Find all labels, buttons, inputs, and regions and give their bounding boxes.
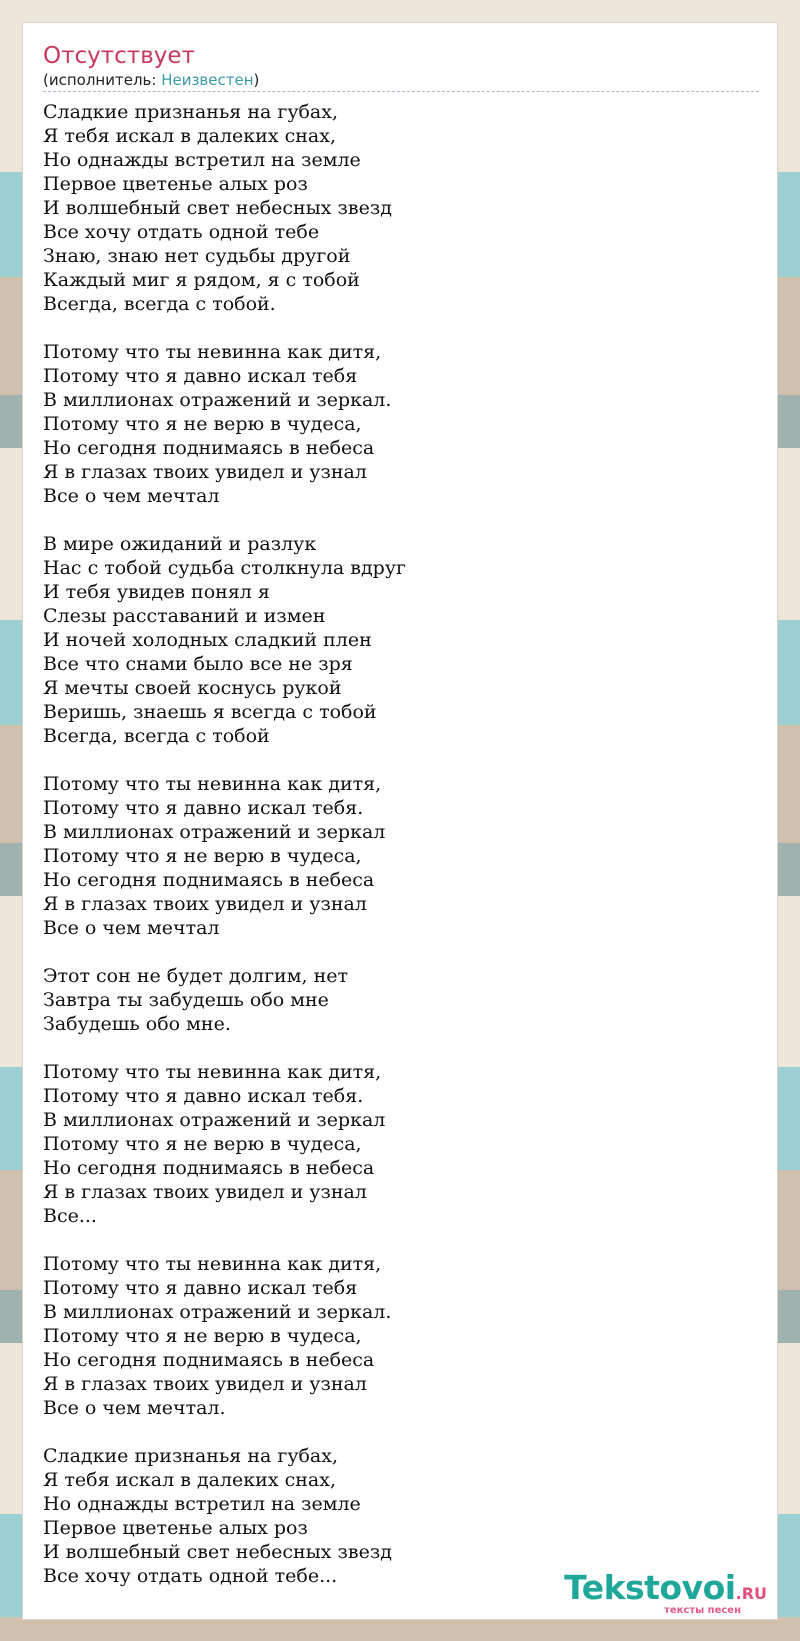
lyrics-line: Каждый миг я рядом, я с тобой bbox=[43, 269, 360, 291]
lyrics-line: Потому что ты невинна как дитя, bbox=[43, 1253, 382, 1275]
lyrics-line: Но однажды встретил на земле bbox=[43, 1493, 361, 1515]
lyrics-line: И ночей холодных сладкий плен bbox=[43, 629, 372, 651]
site-logo[interactable] bbox=[564, 1568, 767, 1617]
lyrics-line: Нас с тобой судьба столкнула вдруг bbox=[43, 557, 406, 579]
lyrics-line: Забудешь обо мне. bbox=[43, 1013, 231, 1035]
lyrics-line: И тебя увидев понял я bbox=[43, 581, 270, 603]
lyrics-line: Потому что я не верю в чудеса, bbox=[43, 1133, 362, 1155]
lyrics-line: Всегда, всегда с тобой. bbox=[43, 293, 276, 315]
lyrics-line: Все о чем мечтал. bbox=[43, 1397, 226, 1419]
lyrics-line: В миллионах отражений и зеркал. bbox=[43, 389, 392, 411]
lyrics-stanza bbox=[43, 1060, 759, 1228]
lyrics-stanza bbox=[43, 340, 759, 508]
lyrics-line: Все хочу отдать одной тебе bbox=[43, 221, 320, 243]
lyrics-line: И волшебный свет небесных звезд bbox=[43, 1541, 392, 1563]
lyrics-line: В миллионах отражений и зеркал. bbox=[43, 1301, 392, 1323]
lyrics-line: Потому что я давно искал тебя. bbox=[43, 1085, 364, 1107]
logo-tagline: тексты песен bbox=[664, 1605, 741, 1616]
logo-name: Tekstovoi bbox=[564, 1568, 736, 1607]
lyrics-line: Завтра ты забудешь обо мне bbox=[43, 989, 329, 1011]
lyrics-line: Все о чем мечтал bbox=[43, 485, 220, 507]
lyrics-line: Я в глазах твоих увидел и узнал bbox=[43, 461, 367, 483]
lyrics-line: И волшебный свет небесных звезд bbox=[43, 197, 392, 219]
lyrics-line: Я тебя искал в далеких снах, bbox=[43, 1469, 336, 1491]
lyrics-line: Потому что ты невинна как дитя, bbox=[43, 341, 382, 363]
lyrics-card bbox=[22, 22, 778, 1620]
logo-suffix: .RU bbox=[735, 1584, 767, 1603]
lyrics-line: Все что снами было все не зря bbox=[43, 653, 353, 675]
lyrics-line: Все... bbox=[43, 1205, 97, 1227]
lyrics-line: Потому что ты невинна как дитя, bbox=[43, 1061, 382, 1083]
lyrics-stanza bbox=[43, 532, 759, 748]
lyrics-line: Я тебя искал в далеких снах, bbox=[43, 125, 336, 147]
lyrics-line: Веришь, знаешь я всегда с тобой bbox=[43, 701, 377, 723]
artist-line bbox=[43, 71, 759, 89]
artist-prefix: (исполнитель: bbox=[43, 71, 162, 89]
lyrics-line: Сладкие признанья на губах, bbox=[43, 1445, 339, 1467]
lyrics-line: В мире ожиданий и разлук bbox=[43, 533, 317, 555]
lyrics-line: Но сегодня поднимаясь в небеса bbox=[43, 437, 375, 459]
lyrics-line: Сладкие признанья на губах, bbox=[43, 101, 339, 123]
lyrics-line: Потому что я давно искал тебя. bbox=[43, 797, 364, 819]
lyrics-line: Потому что я давно искал тебя bbox=[43, 365, 358, 387]
lyrics-stanza bbox=[43, 1252, 759, 1420]
lyrics-stanza bbox=[43, 964, 759, 1036]
lyrics-line: В миллионах отражений и зеркал bbox=[43, 1109, 386, 1131]
lyrics-line: Первое цветенье алых роз bbox=[43, 173, 308, 195]
lyrics-line: Знаю, знаю нет судьбы другой bbox=[43, 245, 351, 267]
lyrics-line: Потому что я не верю в чудеса, bbox=[43, 845, 362, 867]
lyrics-line: Но сегодня поднимаясь в небеса bbox=[43, 1157, 375, 1179]
artist-link[interactable]: Неизвестен bbox=[161, 71, 254, 89]
lyrics-line: Потому что я давно искал тебя bbox=[43, 1277, 358, 1299]
lyrics-line: Но однажды встретил на земле bbox=[43, 149, 361, 171]
artist-suffix: ) bbox=[253, 71, 260, 89]
song-title: Отсутствует bbox=[43, 43, 195, 69]
lyrics-line: Но сегодня поднимаясь в небеса bbox=[43, 869, 375, 891]
lyrics-line: Потому что я не верю в чудеса, bbox=[43, 1325, 362, 1347]
lyrics-text bbox=[43, 100, 759, 1612]
lyrics-line: Я мечты своей коснусь рукой bbox=[43, 677, 342, 699]
lyrics-stanza bbox=[43, 772, 759, 940]
lyrics-stanza bbox=[43, 1444, 759, 1588]
lyrics-line: Первое цветенье алых роз bbox=[43, 1517, 308, 1539]
lyrics-line: Все хочу отдать одной тебе... bbox=[43, 1565, 338, 1587]
lyrics-line: Слезы расставаний и измен bbox=[43, 605, 326, 627]
lyrics-line: Я в глазах твоих увидел и узнал bbox=[43, 1373, 367, 1395]
lyrics-line: Этот сон не будет долгим, нет bbox=[43, 965, 348, 987]
lyrics-line: Я в глазах твоих увидел и узнал bbox=[43, 1181, 367, 1203]
lyrics-line: Потому что ты невинна как дитя, bbox=[43, 773, 382, 795]
lyrics-line: Я в глазах твоих увидел и узнал bbox=[43, 893, 367, 915]
lyrics-line: Но сегодня поднимаясь в небеса bbox=[43, 1349, 375, 1371]
lyrics-line: Потому что я не верю в чудеса, bbox=[43, 413, 362, 435]
song-header bbox=[43, 41, 759, 92]
lyrics-line: В миллионах отражений и зеркал bbox=[43, 821, 386, 843]
lyrics-stanza bbox=[43, 100, 759, 316]
lyrics-line: Все о чем мечтал bbox=[43, 917, 220, 939]
lyrics-line: Всегда, всегда с тобой bbox=[43, 725, 270, 747]
